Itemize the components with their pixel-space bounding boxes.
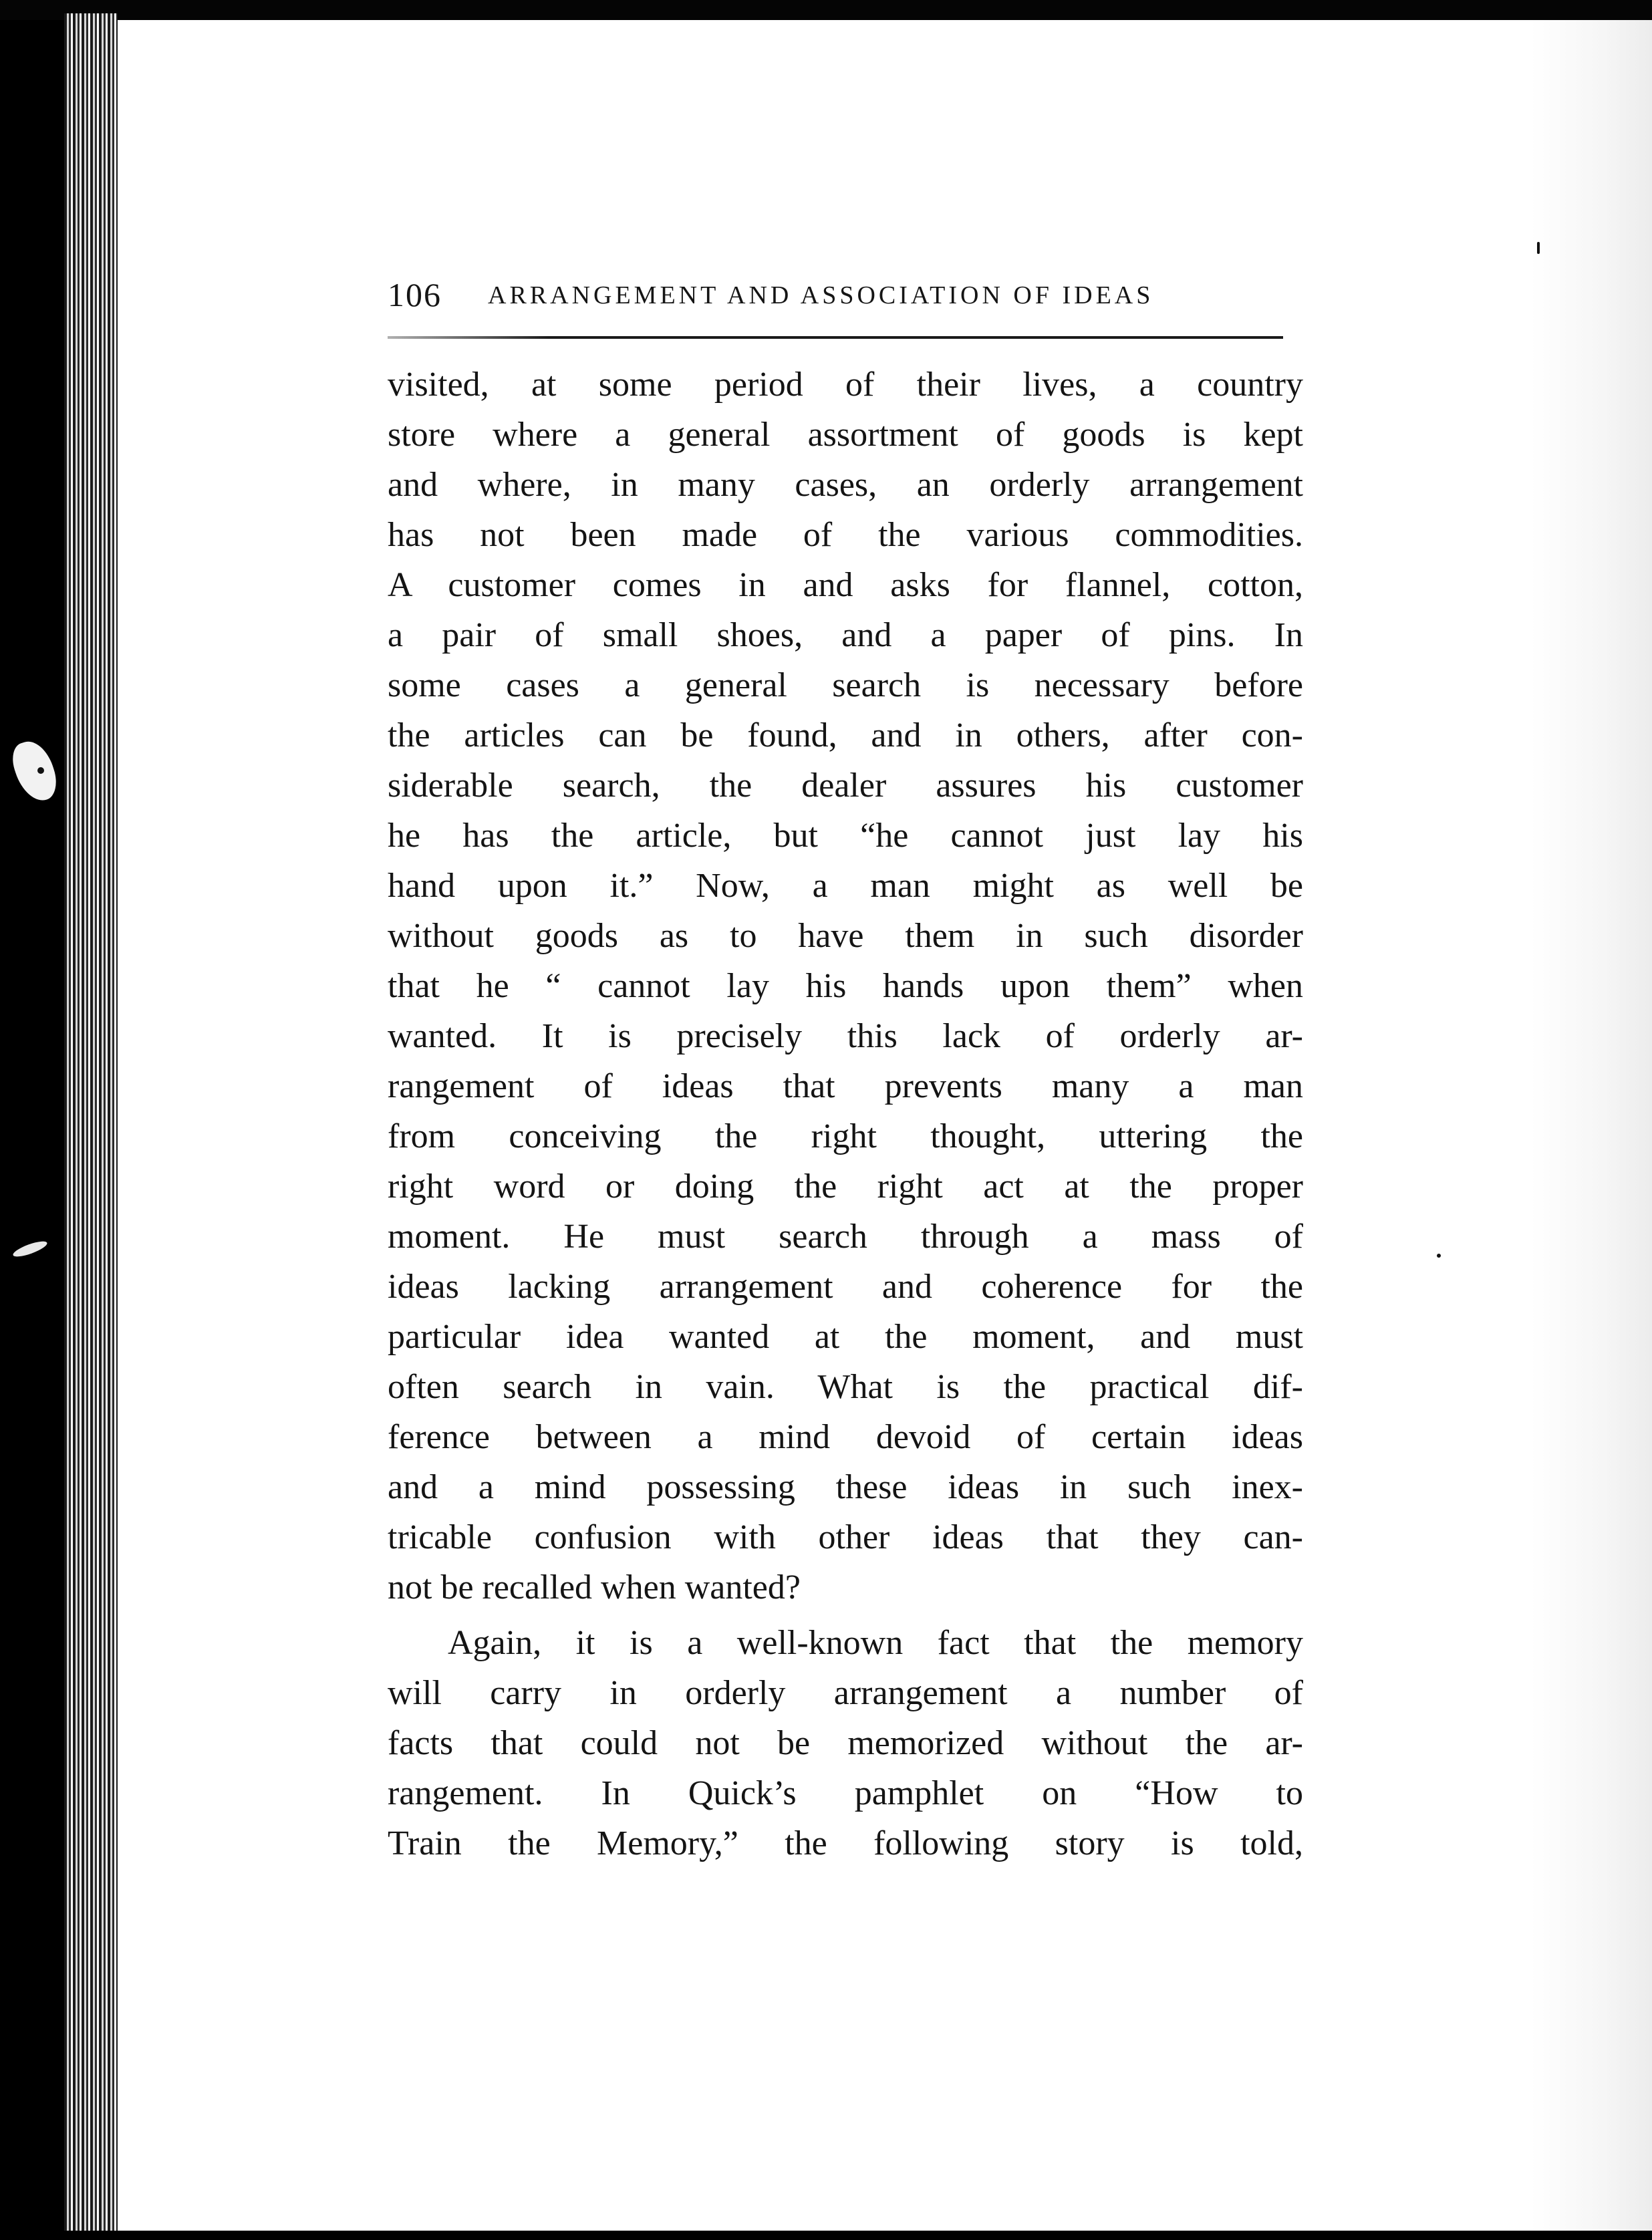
- text-line: will carry in orderly arrangement a number of: [388, 1674, 1303, 1712]
- text-line: often search in vain. What is the practical dif-: [388, 1368, 1303, 1406]
- text-line: he has the article, but “he cannot just lay his: [388, 817, 1303, 855]
- text-line: rangement of ideas that prevents many a man: [388, 1067, 1303, 1105]
- page-stack-edge: [64, 13, 118, 2231]
- text-line: wanted. It is precisely this lack of orderly ar-: [388, 1017, 1303, 1055]
- text-line: siderable search, the dealer assures his customer: [388, 766, 1303, 805]
- paragraph-gap: [388, 1613, 1303, 1618]
- body-text: [388, 360, 1303, 1868]
- ink-speck: [1537, 242, 1540, 254]
- page-gutter-shadow: [1530, 20, 1652, 2237]
- binding-blemish: [11, 1238, 49, 1260]
- header-rule: [388, 336, 1283, 339]
- text-line: rangement. In Quick’s pamphlet on “How to: [388, 1774, 1303, 1812]
- text-line: Train the Memory,” the following story is told,: [388, 1824, 1303, 1862]
- text-line: particular idea wanted at the moment, and must: [388, 1318, 1303, 1356]
- text-line: hand upon it.” Now, a man might as well be: [388, 867, 1303, 905]
- text-line: ideas lacking arrangement and coherence for the: [388, 1268, 1303, 1306]
- text-line: a pair of small shoes, and a paper of pins. In: [388, 616, 1303, 654]
- text-line: ference between a mind devoid of certain ideas: [388, 1418, 1303, 1456]
- running-header: [388, 275, 1216, 313]
- ink-speck: [37, 767, 44, 774]
- text-line: facts that could not be memorized without the ar-: [388, 1724, 1303, 1762]
- scan-border-top: [0, 0, 1652, 20]
- text-line: some cases a general search is necessary before: [388, 666, 1303, 704]
- ink-speck: [1437, 1254, 1441, 1258]
- text-line: right word or doing the right act at the proper: [388, 1167, 1303, 1206]
- text-line: the articles can be found, and in others, after con-: [388, 716, 1303, 754]
- binding-blemish: [7, 736, 62, 807]
- text-line: moment. He must search through a mass of: [388, 1218, 1303, 1256]
- text-line: Again, it is a well-known fact that the memory: [448, 1624, 1303, 1662]
- text-line: A customer comes in and asks for flannel, cotton,: [388, 566, 1303, 604]
- running-title: ARRANGEMENT AND ASSOCIATION OF IDEAS: [488, 281, 1154, 309]
- text-line: without goods as to have them in such disorder: [388, 917, 1303, 955]
- text-line: has not been made of the various commodities.: [388, 516, 1303, 554]
- text-line: from conceiving the right thought, uttering the: [388, 1117, 1303, 1155]
- scan-border-bottom: [0, 2231, 1652, 2240]
- text-line: not be recalled when wanted?: [388, 1568, 801, 1606]
- text-line: store where a general assortment of goods is kept: [388, 416, 1303, 454]
- text-line: and where, in many cases, an orderly arrangement: [388, 466, 1303, 504]
- text-line: visited, at some period of their lives, a country: [388, 366, 1303, 404]
- paragraph: [388, 360, 1303, 1613]
- paragraph: [388, 1618, 1303, 1868]
- text-line: and a mind possessing these ideas in such inex-: [388, 1468, 1303, 1506]
- page-number: 106: [388, 276, 442, 313]
- text-line: tricable confusion with other ideas that they can-: [388, 1518, 1303, 1556]
- text-line: that he “ cannot lay his hands upon them” when: [388, 967, 1303, 1005]
